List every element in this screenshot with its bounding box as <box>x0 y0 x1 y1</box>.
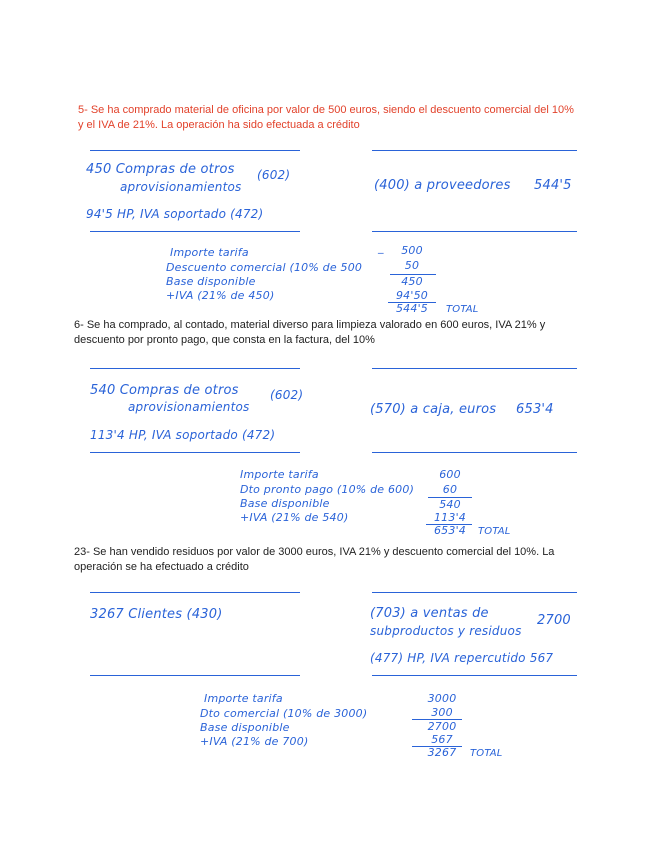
calc-value-2: 60 <box>442 483 458 496</box>
problem-23-statement: 23- Se han vendido residuos por valor de 3000 euros, IVA 21% y descuento comercial del 10%. La operación se ha efectuado a crédito <box>74 546 555 573</box>
calc-value-4: 113'4 <box>433 511 467 524</box>
minus-sign: _ <box>378 241 384 254</box>
calc-label-4: +IVA (21% de 540) <box>240 511 349 524</box>
total-label: TOTAL <box>478 526 511 537</box>
debit-entry-1-cont: aprovisionamientos <box>128 400 250 414</box>
problem-5-statement: 5- Se ha comprado material de oficina por valor de 500 euros, siendo el descuento comercial del 10% y el IVA de 21%. La operación ha sido efectuada a crédito <box>78 104 574 131</box>
credit-entry: (570) a caja, euros <box>370 402 497 417</box>
calc-label-2: Descuento comercial (10% de 500 <box>166 261 363 274</box>
problem-6-statement: 6- Se ha comprado, al contado, material diverso para limpieza valorado en 600 euros, IVA 21% y descuento por pronto pago, que consta en la factura, del 10% <box>74 319 546 346</box>
debit-entry-2: 113'4 HP, IVA soportado (472) <box>90 428 276 442</box>
calc-value-2: 300 <box>431 706 453 719</box>
calc-value-1: 500 <box>401 244 423 257</box>
credit-entry-2: (477) HP, IVA repercutido 567 <box>370 651 554 665</box>
journal-top-line-right <box>372 150 577 151</box>
journal-bottom-line-left <box>90 452 300 453</box>
journal-bottom-line-left <box>90 675 300 676</box>
journal-top-line-left <box>90 150 300 151</box>
journal-top-line-right <box>372 368 577 369</box>
credit-amount-1: 2700 <box>537 613 571 628</box>
calc-label-2: Dto comercial (10% de 3000) <box>200 707 368 720</box>
total-label: TOTAL <box>446 304 479 315</box>
credit-amount: 544'5 <box>534 178 572 193</box>
debit-account-code: (602) <box>270 388 304 402</box>
debit-account-code: (602) <box>257 168 291 182</box>
calc-label-3: Base disponible <box>240 497 330 510</box>
journal-bottom-line-left <box>90 231 300 232</box>
journal-top-line-left <box>90 368 300 369</box>
calc-value-4: 94'50 <box>395 289 429 302</box>
credit-amount: 653'4 <box>516 402 554 417</box>
debit-entry-2: 94'5 HP, IVA soportado (472) <box>86 207 264 221</box>
calc-value-2: 50 <box>404 259 420 272</box>
calc-label-1: Importe tarifa <box>240 468 319 481</box>
calc-total: 3267 <box>427 746 457 759</box>
calc-value-3: 450 <box>401 275 423 288</box>
journal-bottom-line-right <box>372 231 577 232</box>
calc-total: 544'5 <box>395 302 429 315</box>
journal-bottom-line-right <box>372 675 577 676</box>
total-label: TOTAL <box>470 748 503 759</box>
debit-entry-1-cont: aprovisionamientos <box>120 180 242 194</box>
journal-top-line-left <box>90 592 300 593</box>
credit-entry: (400) a proveedores <box>374 178 511 193</box>
debit-entry-1: 3267 Clientes (430) <box>90 607 223 622</box>
calc-label-3: Base disponible <box>200 721 290 734</box>
calc-label-1: Importe tarifa <box>204 692 283 705</box>
credit-entry-1-cont: subproductos y residuos <box>370 624 522 638</box>
calc-value-3: 2700 <box>427 720 457 733</box>
calc-value-3: 540 <box>439 498 461 511</box>
debit-entry-1: 540 Compras de otros <box>90 383 239 398</box>
journal-top-line-right <box>372 592 577 593</box>
calc-total: 653'4 <box>433 524 467 537</box>
calc-value-1: 3000 <box>427 692 457 705</box>
calc-value-1: 600 <box>439 468 461 481</box>
calc-value-4: 567 <box>431 733 453 746</box>
calc-label-1: Importe tarifa <box>170 246 249 259</box>
calc-label-4: +IVA (21% de 700) <box>200 735 309 748</box>
journal-bottom-line-right <box>372 452 577 453</box>
calc-label-2: Dto pronto pago (10% de 600) <box>240 483 415 496</box>
calc-label-3: Base disponible <box>166 275 256 288</box>
debit-entry-1: 450 Compras de otros <box>86 162 235 177</box>
credit-entry-1: (703) a ventas de <box>370 606 489 621</box>
calc-label-4: +IVA (21% de 450) <box>166 289 275 302</box>
